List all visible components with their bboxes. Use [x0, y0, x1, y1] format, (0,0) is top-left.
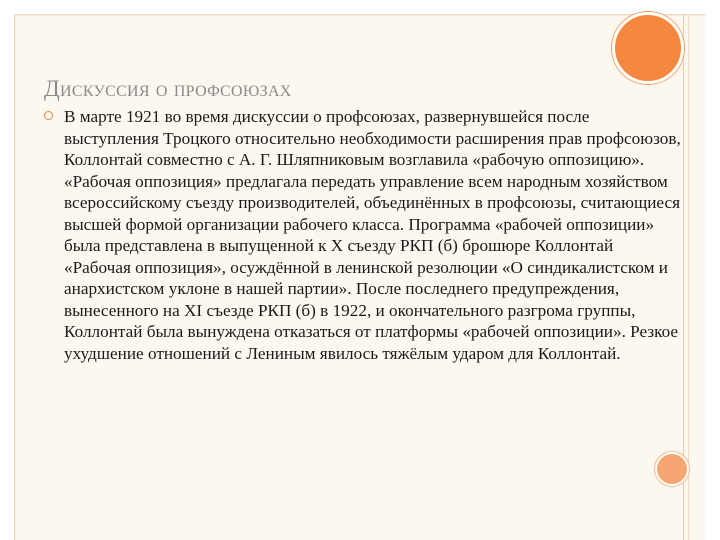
bullet-circle-icon: [44, 111, 53, 120]
bullet-item: [44, 106, 684, 364]
bullet-text: В марте 1921 во время дискуссии о профсоюзах, развернувшейся после выступления Троцкого относительно необходимости расширения прав профсоюзов, Коллонтай совместно с А. Г. Шляпниковым возглавила «рабочую оппозицию». «Рабочая оппозиция» предлагала передать управление всем народным хозяйством всероссийскому съезду производителей, объединённых в профсоюзы, считающиеся высшей формой организации рабочего класса. Программа «рабочей оппозиции» была представлена в выпущенной к Х съезду РКП (б) брошюре Коллонтай «Рабочая оппозиция», осуждённой в ленинской резолюции «О синдикалистском и анархистском уклоне в нашей партии». После последнего предупреждения, вынесенного на XI съезде РКП (б) в 1922, и окончательного разгрома группы, Коллонтай была вынуждена отказаться от платформы «рабочей оппозиции». Резкое ухудшение отношений с Лениным явилось тяжёлым ударом для Коллонтай.: [64, 107, 681, 363]
slide-title: Дискуссия о профсоюзах: [44, 76, 292, 101]
right-rule-line-outer: [688, 14, 689, 540]
decorative-circle-small: [655, 452, 689, 486]
decorative-circle-large: [612, 12, 684, 84]
bullet-list: [44, 106, 684, 364]
